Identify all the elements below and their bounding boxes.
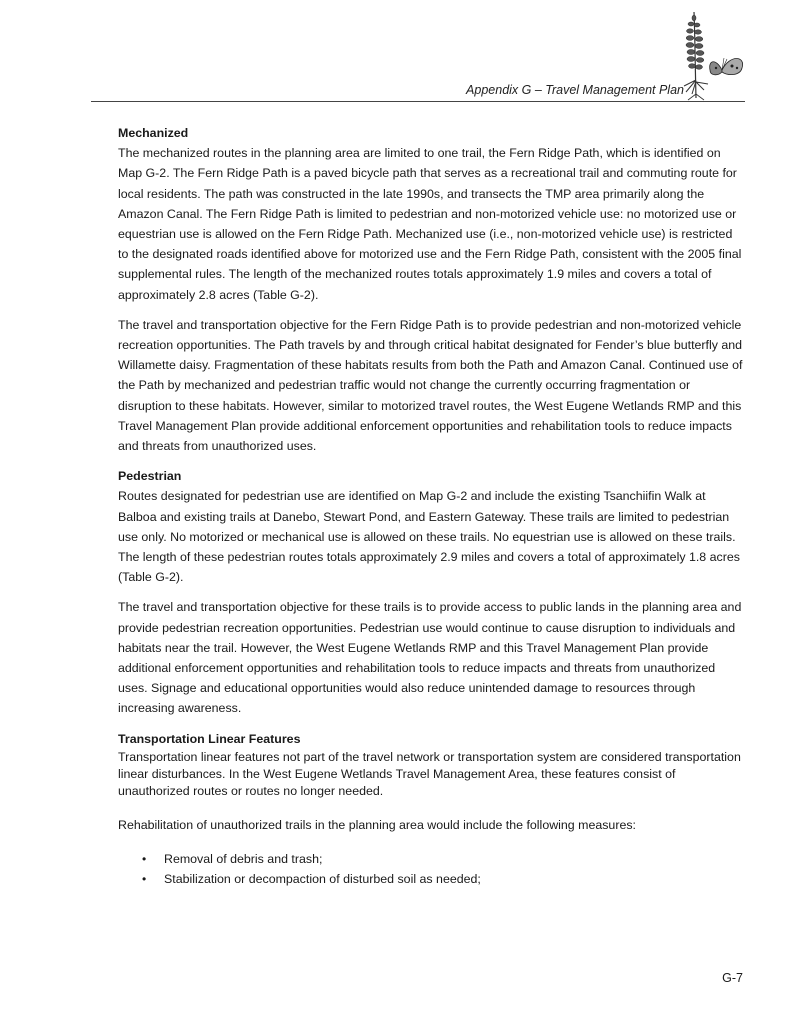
list-item-text: Removal of debris and trash; [164,851,323,866]
paragraph: Routes designated for pedestrian use are identified on Map G-2 and include the existing Tsanchiifin Walk at Balboa and existing trails at Danebo, Stewart Pond, and Eastern Gateway. These trails are limited to pedestrian use only. No motorized or mechanical use is allowed on these trails. No equestrian use is allowed on these trails. The length of these pedestrian routes totals approximately 2.9 miles and covers a total of approximately 1.8 acres (Table G-2). [118,489,740,585]
page-number: G-7 [722,971,743,985]
paragraph: The travel and transportation objective for these trails is to provide access to public lands in the planning area and provide pedestrian recreation opportunities. Pedestrian use would continue to cause disruption to individuals and habitats near the trail. However, the West Eugene Wetlands RMP and this Travel Management Plan provide additional enforcement opportunities and rehabilitation tools to reduce impacts and threats from unauthorized uses. Signage and educational opportunities would also reduce unintended damage to resources through increasing awareness. [118,600,742,716]
list-item [142,849,746,870]
section-heading: Mechanized [118,126,189,140]
section-pedestrian [118,466,746,718]
paragraph: The mechanized routes in the planning area are limited to one trail, the Fern Ridge Path, which is identified on Map G-2. The Fern Ridge Path is a paved bicycle path that serves as a recreational trail and commuting route for local residents. The path was constructed in the late 1990s, and transects the TMP area primarily along the Amazon Canal. The Fern Ridge Path is limited to pedestrian and non-motorized vehicle use: no motorized use or equestrian use is allowed on the Fern Ridge Path. Mechanized use (i.e., non-motorized vehicle use) is restricted to the designated roads identified above for motorized use and the Fern Ridge Path, consistent with the 2005 final supplemental rules. The length of the mechanized routes totals approximately 1.9 miles and covers a total of approximately 2.8 acres (Table G-2). [118,146,742,302]
header-title: Appendix G – Travel Management Plan [466,83,684,97]
paragraph: Transportation linear features not part of the travel network or transportation system are considered transportation linear disturbances. In the West Eugene Wetlands Travel Management Area, these features consist of unauthorized routes or routes no longer needed. [118,749,741,799]
list-item-text: Stabilization or decompaction of disturbed soil as needed; [164,872,481,887]
paragraph: The travel and transportation objective for the Fern Ridge Path is to provide pedestrian and non-motorized vehicle recreation opportunities. The Path travels by and through critical habitat designated for Fender’s blue butterfly and Willamette daisy. Fragmentation of these habitats results from both the Path and Amazon Canal. Continued use of the Path by mechanized and pedestrian traffic would not change the currently occurring fragmentation or disruption to these habitats. However, similar to motorized travel routes, the West Eugene Wetlands RMP and this Travel Management Plan provide additional enforcement opportunities and rehabilitation tools to reduce impacts and threats from unauthorized uses. [118,317,743,454]
bullet-icon: • [142,851,147,866]
section-heading: Transportation Linear Features [118,731,301,746]
section-linear-features [118,729,746,890]
header-divider [91,101,745,102]
lupine-butterfly-logo-icon [678,10,750,102]
bullet-icon: • [142,872,147,887]
page-content [118,123,746,890]
list-item [142,869,746,890]
section-heading: Pedestrian [118,469,182,484]
paragraph: Rehabilitation of unauthorized trails in the planning area would include the following measures: [118,817,636,832]
measures-list [118,849,746,890]
section-mechanized [118,123,746,456]
